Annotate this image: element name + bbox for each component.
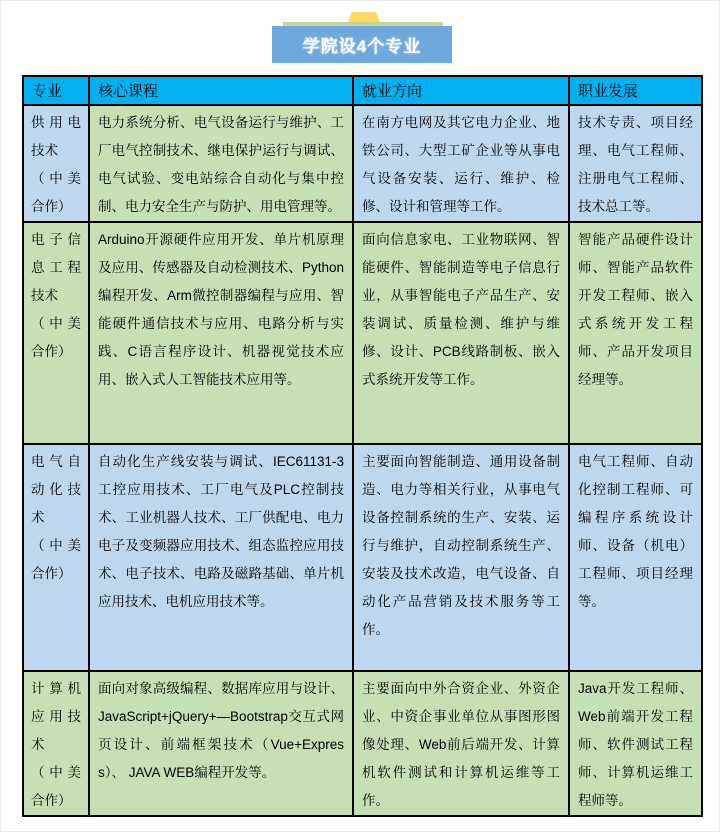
jobs-cell: 主要面向中外合资企业、外资企业、中资企事业单位从事图形图像处理、Web前后端开发、计算机软件测试和计算机运维等工作。 [353, 671, 569, 816]
career-cell: 电气工程师、自动化控制工程师、可编程序系统设计师、设备（机电）工程师、项目经理等。 [569, 444, 702, 671]
column-header-career: 职业发展 [569, 76, 702, 105]
column-header-courses: 核心课程 [89, 76, 353, 105]
courses-cell: Arduino开源硬件应用开发、单片机原理及应用、传感器及自动检测技术、Python编程开发、Arm微控制器编程与应用、智能硬件通信技术与应用、电路分析与实践、C语言程序设计、机器视觉技术应用、嵌入式人工智能技术应用等。 [89, 222, 353, 444]
career-cell: Java开发工程师、Web前端开发工程师、软件测试工程师、计算机运维工程师等。 [569, 671, 702, 816]
career-cell: 智能产品硬件设计师、智能产品软件开发工程师、嵌入式系统开发工程师、产品开发项目经理等。 [569, 222, 702, 444]
major-name: 电气自动化技术 [31, 454, 81, 525]
courses-cell: 自动化生产线安装与调试、IEC61131-3工控应用技术、工厂电气及PLC控制技术、工业机器人技术、工厂供配电、电力电子及变频器应用技术、组态监控应用技术、电子技术、电路及磁路基础、单片机应用技术、电机应用技术等。 [89, 444, 353, 671]
banner [272, 26, 452, 63]
table-row [23, 105, 702, 222]
jobs-cell: 面向信息家电、工业物联网、智能硬件、智能制造等电子信息行业，从事智能电子产品生产、安装调试、质量检测、维护与维修、设计、PCB线路制板、嵌入式系统开发等工作。 [353, 222, 569, 444]
major-cell [23, 105, 89, 222]
major-cell [23, 671, 89, 816]
major-name: 供用电技术 [31, 115, 81, 158]
major-cell [23, 444, 89, 671]
jobs-cell: 主要面向智能制造、通用设备制造、电力等相关行业，从事电气设备控制系统的生产、安装、运行与维护，自动控制系统生产、安装及技术改造，电气设备、自动化产品营销及技术服务等工作。 [353, 444, 569, 671]
table-row [23, 444, 702, 671]
table-header-row [23, 76, 702, 105]
major-cell [23, 222, 89, 444]
major-name: 电子信息工程技术 [31, 232, 81, 303]
table-row [23, 671, 702, 816]
column-header-jobs: 就业方向 [353, 76, 569, 105]
courses-cell: 面向对象高级编程、数据库应用与设计、JavaScript+jQuery+—Bootstrap交互式网页设计、前端框架技术（Vue+Express）、 JAVA WEB编程开发等。 [89, 671, 353, 816]
major-note: （中美合作） [31, 538, 81, 581]
career-cell: 技术专责、项目经理、电气工程师、注册电气工程师、技术总工等。 [569, 105, 702, 222]
major-note: （中美合作） [31, 765, 81, 808]
majors-table [22, 75, 703, 817]
major-note: （中美合作） [31, 171, 81, 214]
table-row [23, 222, 702, 444]
jobs-cell: 在南方电网及其它电力企业、地铁公司、大型工矿企业等从事电气设备安装、运行、维护、检修、设计和管理等工作。 [353, 105, 569, 222]
page-title: 学院设4个专业 [302, 37, 422, 56]
courses-cell: 电力系统分析、电气设备运行与维护、工厂电气控制技术、继电保护运行与调试、电气试验、变电站综合自动化与集中控制、电力安全生产与防护、用电管理等。 [89, 105, 353, 222]
major-note: （中美合作） [31, 316, 81, 359]
major-name: 计算机应用技术 [31, 681, 81, 752]
column-header-major: 专业 [23, 76, 89, 105]
